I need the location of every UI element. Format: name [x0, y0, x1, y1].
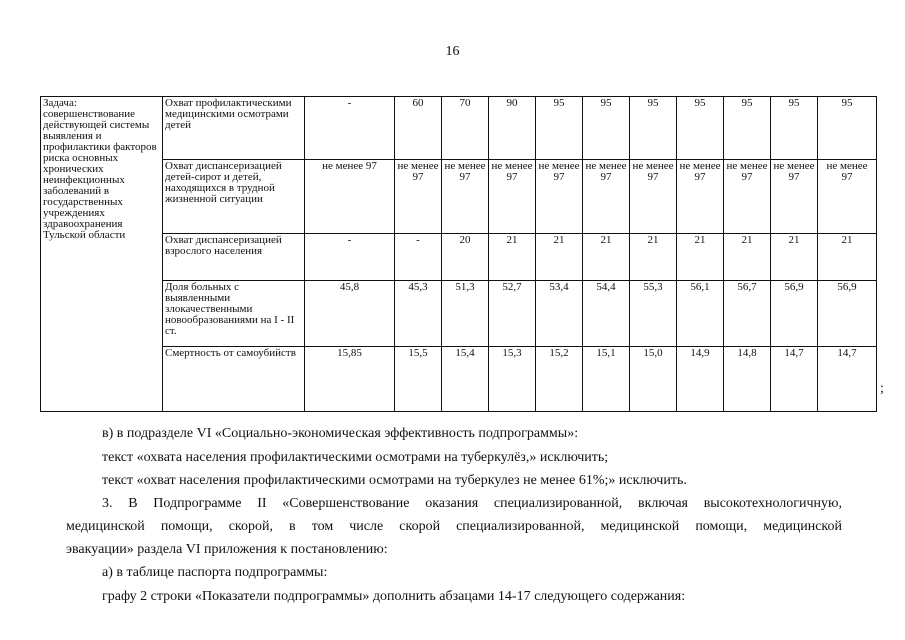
paragraph: текст «охвата населения профилактическими осмотрами на туберкулёз,» исключить;	[102, 450, 609, 465]
value-cell: не менее 97	[630, 159, 677, 234]
value-cell: 21	[630, 234, 677, 280]
value-cell: 95	[630, 97, 677, 160]
value-cell: 56,7	[724, 280, 771, 347]
indicators-table	[40, 96, 877, 412]
value-cell: 15,1	[583, 347, 630, 412]
value-cell: 15,0	[630, 347, 677, 412]
paragraph: медицинской помощи, скорой, в том числе скорой специализированной, медицинской помощи, медицинской	[66, 519, 842, 534]
value-cell: не менее 97	[724, 159, 771, 234]
value-cell: 21	[583, 234, 630, 280]
value-cell: 21	[489, 234, 536, 280]
value-cell: 70	[442, 97, 489, 160]
value-cell: не менее 97	[442, 159, 489, 234]
value-cell: 15,85	[305, 347, 395, 412]
value-cell: 45,3	[395, 280, 442, 347]
paragraph: 3. В Подпрограмме II «Совершенствование оказания специализированной, включая высокотехнологичную,	[102, 496, 842, 511]
value-cell: 95	[536, 97, 583, 160]
value-cell: 95	[818, 97, 877, 160]
value-cell: не менее 97	[489, 159, 536, 234]
value-cell: 20	[442, 234, 489, 280]
value-cell: 53,4	[536, 280, 583, 347]
value-cell: 60	[395, 97, 442, 160]
indicator-cell: Охват диспансеризацией взрослого населения	[163, 234, 305, 280]
indicator-cell: Охват диспансеризацией детей-сирот и детей, находящихся в трудной жизненной ситуации	[163, 159, 305, 234]
value-cell: не менее 97	[771, 159, 818, 234]
value-cell: -	[305, 97, 395, 160]
value-cell: не менее 97	[818, 159, 877, 234]
paragraph: в) в подразделе VI «Социально-экономическая эффективность подпрограммы»:	[102, 426, 579, 441]
value-cell: 14,7	[771, 347, 818, 412]
table-row	[41, 97, 877, 160]
table-row	[41, 347, 877, 412]
value-cell: 15,3	[489, 347, 536, 412]
value-cell: 15,2	[536, 347, 583, 412]
indicator-cell: Смертность от самоубийств	[163, 347, 305, 412]
value-cell: 90	[489, 97, 536, 160]
value-cell: 56,1	[677, 280, 724, 347]
value-cell: 21	[724, 234, 771, 280]
value-cell: 95	[724, 97, 771, 160]
value-cell: 21	[771, 234, 818, 280]
value-cell: 52,7	[489, 280, 536, 347]
page-number: 16	[445, 44, 460, 59]
value-cell: 21	[818, 234, 877, 280]
value-cell: 45,8	[305, 280, 395, 347]
indicator-cell: Охват профилактическими медицинскими осмотрами детей	[163, 97, 305, 160]
value-cell: 14,7	[818, 347, 877, 412]
value-cell: 15,4	[442, 347, 489, 412]
value-cell: 21	[677, 234, 724, 280]
value-cell: 56,9	[818, 280, 877, 347]
paragraph: а) в таблице паспорта подпрограммы:	[102, 565, 328, 580]
trailing-semicolon: ;	[880, 381, 884, 396]
value-cell: 95	[771, 97, 818, 160]
value-cell: 95	[583, 97, 630, 160]
value-cell: 95	[677, 97, 724, 160]
value-cell: 55,3	[630, 280, 677, 347]
table-row	[41, 159, 877, 234]
paragraph: графу 2 строки «Показатели подпрограммы» дополнить абзацами 14-17 следующего содержания:	[102, 589, 686, 604]
value-cell: -	[395, 234, 442, 280]
value-cell: 54,4	[583, 280, 630, 347]
value-cell: 56,9	[771, 280, 818, 347]
value-cell: не менее 97	[677, 159, 724, 234]
paragraph: эвакуации» раздела VI приложения к постановлению:	[66, 542, 388, 557]
value-cell: не менее 97	[536, 159, 583, 234]
paragraph: текст «охват населения профилактическими осмотрами на туберкулез не менее 61%;» исключить.	[102, 473, 687, 488]
value-cell: -	[305, 234, 395, 280]
value-cell: не менее 97	[305, 159, 395, 234]
value-cell: 14,8	[724, 347, 771, 412]
value-cell: 51,3	[442, 280, 489, 347]
table-row	[41, 234, 877, 280]
value-cell: не менее 97	[583, 159, 630, 234]
value-cell: 14,9	[677, 347, 724, 412]
value-cell: 21	[536, 234, 583, 280]
task-cell: Задача: совершенствование действующей системы выявления и профилактики факторов риска основных хронических неинфекционных заболеваний в государственных учреждениях здравоохранения Тульской области	[41, 97, 163, 412]
value-cell: 15,5	[395, 347, 442, 412]
value-cell: не менее 97	[395, 159, 442, 234]
indicator-cell: Доля больных с выявленными злокачественными новообразованиями на I - II ст.	[163, 280, 305, 347]
table-row	[41, 280, 877, 347]
